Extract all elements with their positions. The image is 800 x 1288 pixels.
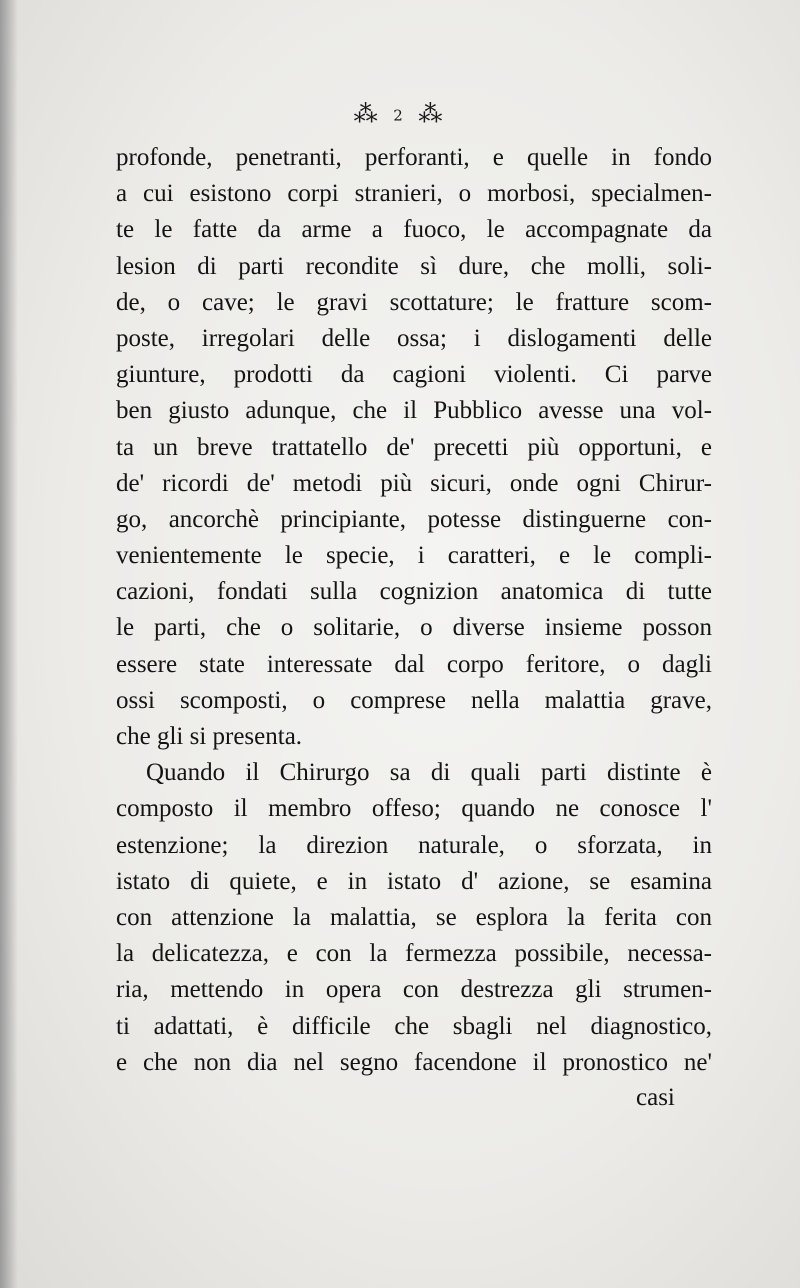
text-line: giunture, prodotti da cagioni violenti. Ci parve [116, 361, 712, 389]
text-line: ria, mettendo in opera con destrezza gli strumen- [116, 976, 712, 1004]
page-header [0, 100, 800, 128]
text-line: estenzione; la direzion naturale, o sforzata, in [116, 831, 712, 859]
ornament-right-icon: ⁂ [418, 100, 447, 128]
page-number: 2 [393, 106, 407, 125]
ornament-left-icon: ⁂ [353, 100, 382, 128]
text-line: profonde, penetranti, perforanti, e quelle in fondo [116, 144, 712, 171]
text-line: ossi scomposti, o comprese nella malattia grave, [116, 686, 712, 714]
text-line: composto il membro offeso; quando ne conosce l' [116, 795, 712, 823]
text-line: cazioni, fondati sulla cognizion anatomica di tutte [116, 578, 712, 606]
text-line: ben giusto adunque, che il Pubblico avesse una vol- [116, 397, 712, 425]
text-line: essere state interessate dal corpo feritore, o dagli [116, 650, 712, 678]
body-text [116, 140, 712, 1081]
text-line: e che non dia nel segno facendone il pronostico ne' [116, 1048, 712, 1076]
text-line: ti adattati, è difficile che sbagli nel diagnostico, [116, 1012, 712, 1040]
text-line: la delicatezza, e con la fermezza possibile, necessa- [116, 940, 712, 968]
catchword: casi [636, 1084, 675, 1111]
text-line: go, ancorchè principiante, potesse distinguerne con- [116, 505, 712, 533]
binding-shadow [0, 0, 18, 1288]
text-line: le parti, che o solitarie, o diverse insieme posson [116, 614, 712, 642]
text-line: te le fatte da arme a fuoco, le accompagnate da [116, 216, 712, 244]
text-line: istato di quiete, e in istato d' azione, se esamina [116, 867, 712, 895]
text-line: de' ricordi de' metodi più sicuri, onde ogni Chirur- [116, 469, 712, 497]
text-line: che gli si presenta. [116, 723, 303, 750]
text-line: a cui esistono corpi stranieri, o morbosi, specialmen- [116, 180, 712, 208]
text-line: de, o cave; le gravi scottature; le fratture scom- [116, 288, 712, 316]
text-line: poste, irregolari delle ossa; i dislogamenti delle [116, 324, 712, 352]
text-line: lesion di parti recondite sì dure, che molli, soli- [116, 252, 712, 280]
text-line: con attenzione la malattia, se esplora la ferita con [116, 903, 712, 931]
text-line: ta un breve trattatello de' precetti più opportuni, e [116, 433, 712, 461]
text-line: Quando il Chirurgo sa di quali parti distinte è [146, 759, 712, 787]
text-line: venientemente le specie, i caratteri, e le compli- [116, 542, 712, 570]
